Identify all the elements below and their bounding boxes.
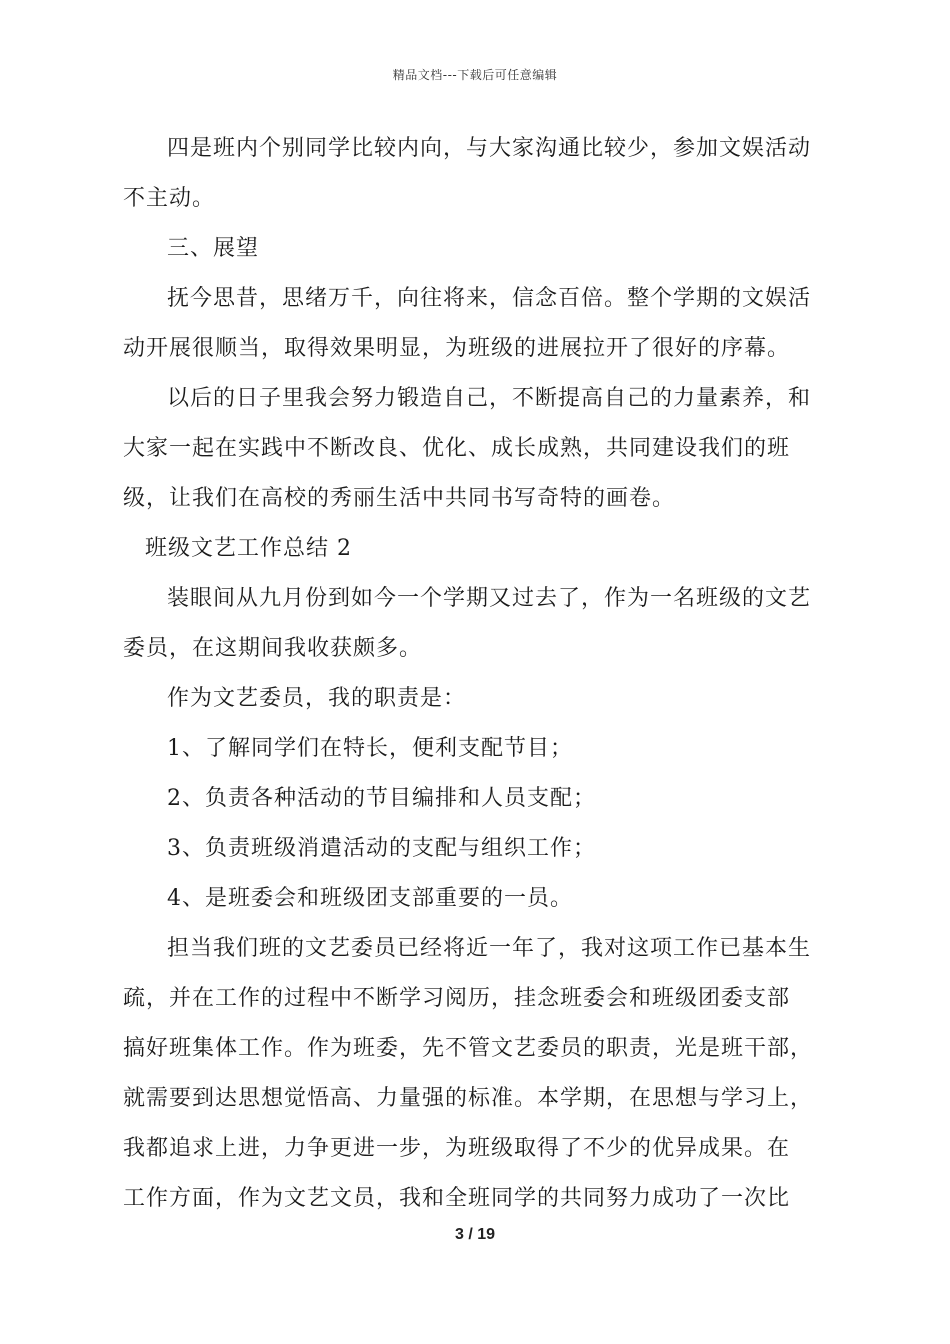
text-line: 抚今思昔，思绪万千，向往将来，信念百倍。整个学期的文娱活 (167, 286, 812, 311)
list-item: 4、是班委会和班级团支部重要的一员。 (167, 886, 573, 911)
paragraph (123, 924, 825, 1224)
text-line: 不主动。 (123, 186, 216, 211)
paragraph (123, 274, 825, 374)
document-title: 班级文艺工作总结 2 (145, 536, 352, 561)
list-item: 2、负责各种活动的节目编排和人员支配； (167, 786, 596, 811)
list-item: 3、负责班级消遣活动的支配与组织工作； (167, 836, 596, 861)
text-line: 我都追求上进，力争更进一步，为班级取得了不少的优异成果。在 (123, 1136, 791, 1161)
text-line: 搞好班集体工作。作为班委，先不管文艺委员的职责，光是班干部， (123, 1036, 814, 1061)
text-line: 委员，在这期间我收获颇多。 (123, 636, 423, 661)
paragraph (123, 574, 825, 674)
text-line: 疏，并在工作的过程中不断学习阅历，挂念班委会和班级团委支部 (123, 986, 791, 1011)
page-header: 精品文档---下载后可任意编辑 (392, 68, 558, 82)
text-line: 动开展很顺当，取得效果明显，为班级的进展拉开了很好的序幕。 (123, 336, 791, 361)
text-line: 大家一起在实践中不断改良、优化、成长成熟，共同建设我们的班 (123, 436, 791, 461)
document-body (123, 124, 825, 1224)
paragraph (123, 124, 825, 224)
text-line: 就需要到达思想觉悟高、力量强的标准。本学期，在思想与学习上， (123, 1086, 814, 1111)
text-line: 担当我们班的文艺委员已经将近一年了，我对这项工作已基本生 (167, 936, 812, 961)
text-line: 级，让我们在高校的秀丽生活中共同书写奇特的画卷。 (123, 486, 676, 511)
text-line: 工作方面，作为文艺文员，我和全班同学的共同努力成功了一次比 (123, 1186, 791, 1211)
section-heading: 三、展望 (167, 236, 260, 261)
list-item: 1、了解同学们在特长，便利支配节目； (167, 736, 573, 761)
text-line: 以后的日子里我会努力锻造自己，不断提高自己的力量素养，和 (167, 386, 812, 411)
paragraph (123, 374, 825, 524)
page-number: 3 / 19 (454, 1226, 496, 1243)
text-line: 装眼间从九月份到如今一个学期又过去了，作为一名班级的文艺 (167, 586, 812, 611)
text-line: 四是班内个别同学比较内向，与大家沟通比较少，参加文娱活动 (167, 136, 812, 161)
paragraph: 作为文艺委员，我的职责是： (167, 686, 467, 711)
